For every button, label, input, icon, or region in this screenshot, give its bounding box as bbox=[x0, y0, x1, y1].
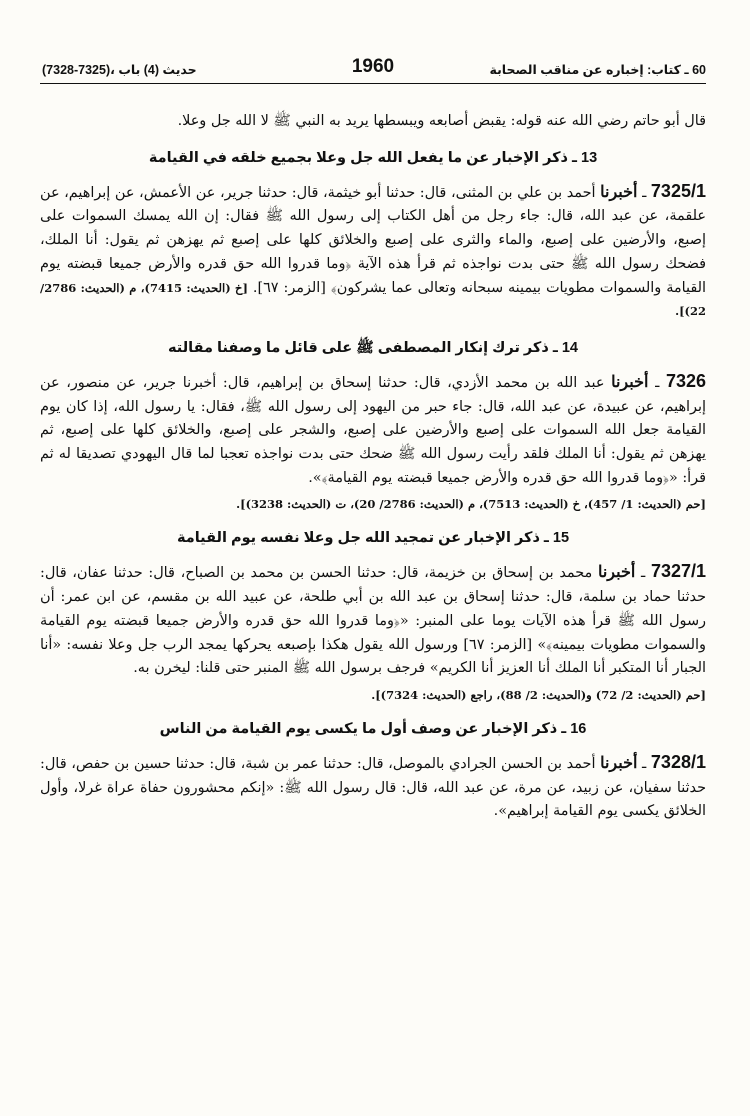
hadith-number: 7326 bbox=[665, 370, 707, 391]
section-16 bbox=[40, 719, 706, 824]
section-heading: 16 ـ ذكر الإخبار عن وصف أول ما يكسى يوم القيامة من الناس bbox=[159, 720, 587, 737]
hadith-text: 7326 ـ أخبرنا عبد الله بن محمد الأزدي، قال: حدثنا إسحاق بن إبراهيم، قال: أخبرنا جرير، عن منصور، عن إبراهيم، عن عبيدة، عن عبد الله، قال: جاء حبر من اليهود إلى رسول الله ﷺ، فقال: يا رسول الله، إذا كان يوم القيامة جعل الله السموات على إصبع والأرضين على إصبع، والشجر على إصبع، والخلائق كلها على إصبع، ثم يهزهن ثم يقول: أنا الملك فلقد رأيت رسول الله ﷺ ضحك حتى بدت نواجذه تعجبا لما قال اليهودي تصديقا له ثم قرأ: «﴿وما قدروا الله حق قدره والأرض جميعا قبضته يوم القيامة﴾». bbox=[40, 370, 707, 486]
hadith-text: 7328/1 ـ أخبرنا أحمد بن الحسن الجرادي بالموصل، قال: حدثنا عمر بن شبة، قال: حدثنا حسين بن حفص، قال: حدثنا سفيان، عن زبيد، عن مرة، عن عبد الله، قال: قال رسول الله ﷺ: «إنكم محشورون حفاة عراة غرلا، وأول الخلائق يكسى يوم القيامة إبراهيم». bbox=[40, 751, 706, 820]
hadith-body: أحمد بن الحسن الجرادي بالموصل، قال: حدثنا عمر بن شبة، قال: حدثنا حسين بن حفص، قال: حدثنا سفيان، عن زبيد، عن مرة، عن عبد الله، قال: قال رسول الله ﷺ: «إنكم محشورون حفاة عراة غرلا، وأول الخلائق يكسى يوم القيامة إبراهيم». bbox=[40, 755, 706, 820]
header-book-title: 60 ـ كتاب: إخباره عن مناقب الصحابة bbox=[489, 63, 706, 77]
hadith-reference: [حم (الحديث: 2/ 72) و(الحديث: 2/ 88)، راجع (الحديث: 7324)]. bbox=[371, 687, 706, 702]
intro-paragraph: قال أبو حاتم رضي الله عنه قوله: يقبض أصابعه ويبسطها يريد به النبي ﷺ لا الله جل وعلا. bbox=[177, 113, 706, 129]
section-heading: 14 ـ ذكر ترك إنكار المصطفى ﷺ على قائل ما وصفنا مقالته bbox=[168, 339, 578, 356]
akhbarana-word: أخبرنا bbox=[611, 371, 649, 391]
header-rule bbox=[40, 83, 706, 84]
section-heading: 15 ـ ذكر الإخبار عن تمجيد الله جل وعلا نفسه يوم القيامة bbox=[176, 530, 570, 547]
akhbarana-word: أخبرنا bbox=[600, 752, 638, 772]
hadith-reference: [خ (الحديث: 7415)، م (الحديث: 2786/ 22)]. bbox=[40, 280, 706, 319]
page-header bbox=[40, 52, 706, 82]
section-heading: 13 ـ ذكر الإخبار عن ما يفعل الله جل وعلا بجميع خلقه في القيامة bbox=[148, 149, 598, 166]
hadith-body: عبد الله بن محمد الأزدي، قال: حدثنا إسحاق بن إبراهيم، قال: أخبرنا جرير، عن منصور، عن إبراهيم، عن عبيدة، عن عبد الله، قال: جاء حبر من اليهود إلى رسول الله ﷺ، فقال: يا رسول الله، إذا كان يوم القيامة جعل الله السموات على إصبع والأرضين على إصبع، والشجر على إصبع، والخلائق كلها على إصبع، ثم يهزهن ثم يقول: أنا الملك فلقد رأيت رسول الله ﷺ ضحك حتى بدت نواجذه تعجبا لما قال اليهودي تصديقا له ثم قرأ: «﴿وما قدروا الله حق قدره والأرض جميعا قبضته يوم القيامة﴾». bbox=[40, 374, 706, 486]
hadith-text: 7327/1 ـ أخبرنا محمد بن إسحاق بن خزيمة، قال: حدثنا الحسن بن محمد بن الصباح، قال: حدثنا عفان، قال: حدثنا حماد بن سلمة، قال: حدثنا إسحاق بن عبد الله بن أبي طلحة، عن عبيد الله بن مقسم، عن ابن عمر: أن رسول الله ﷺ قرأ هذه الآيات يوما على المنبر: «﴿وما قدروا الله حق قدره والأرض جميعا قبضته يوم القيامة والسموات مطويات بيمينه﴾» [الزمر: ٦٧] ورسول الله يقول هكذا بإصبعه يحركها يمجد الرب جل وعلا نفسه: «أنا الجبار أنا المتكبر أنا الملك أنا العزيز أنا الكريم» فرجف برسول الله ﷺ المنبر حتى قلنا: ليخرن به. bbox=[40, 561, 706, 677]
header-hadith-range: (7328-7325)، حديث (4) باب bbox=[42, 63, 197, 77]
hadith-number: 7328/1 bbox=[650, 751, 706, 772]
section-15 bbox=[40, 528, 706, 705]
section-13 bbox=[40, 148, 706, 324]
hadith-number: 7327/1 bbox=[650, 561, 706, 582]
hadith-text: 7325/1 ـ أخبرنا أحمد بن علي بن المثنى، قال: حدثنا أبو خيثمة، قال: حدثنا جرير، عن الأعمش، عن إبراهيم، عن علقمة، عن عبد الله، قال: جاء رجل من أهل الكتاب إلى رسول الله ﷺ فقال: إن الله يمسك السموات على إصبع، والأرضين على إصبع، والماء والثرى على إصبع والخلائق كلها على إصبع ثم يهزهن ثم يقول: أنا الملك، فضحك رسول الله ﷺ حتى بدت نواجذه ثم قرأ هذه الآية ﴿وما قدروا الله حق قدره والأرض جميعا قبضته يوم القيامة والسموات مطويات بيمينه سبحانه وتعالى عما يشركون﴾ [الزمر: ٦٧]. [خ (الحديث: 7415)، م (الحديث: 2786/ 22)]. bbox=[40, 180, 707, 319]
hadith-body: محمد بن إسحاق بن خزيمة، قال: حدثنا الحسن بن محمد بن الصباح، قال: حدثنا عفان، قال: حدثنا حماد بن سلمة، قال: حدثنا إسحاق بن عبد الله بن أبي طلحة، عن عبيد الله بن مقسم، عن ابن عمر: أن رسول الله ﷺ قرأ هذه الآيات يوما على المنبر: «﴿وما قدروا الله حق قدره والأرض جميعا قبضته يوم القيامة والسموات مطويات بيمينه﴾» [الزمر: ٦٧] ورسول الله يقول هكذا بإصبعه يحركها يمجد الرب جل وعلا نفسه: «أنا الجبار أنا المتكبر أنا الملك أنا العزيز أنا الكريم» فرجف برسول الله ﷺ المنبر حتى قلنا: ليخرن به. bbox=[40, 565, 706, 677]
page-number: 1960 bbox=[351, 56, 395, 77]
hadith-number: 7325/1 bbox=[650, 180, 706, 201]
hadith-reference: [حم (الحديث: 1/ 457)، خ (الحديث: 7513)، م (الحديث: 2786/ 20)، ت (الحديث: 3238)]. bbox=[236, 497, 706, 512]
akhbarana-word: أخبرنا bbox=[597, 562, 636, 582]
page-body bbox=[40, 110, 706, 838]
hadith-body: أحمد بن علي بن المثنى، قال: حدثنا أبو خيثمة، قال: حدثنا جرير، عن الأعمش، عن إبراهيم، عن علقمة، عن عبد الله، قال: جاء رجل من أهل الكتاب إلى رسول الله ﷺ فقال: إن الله يمسك السموات على إصبع، والأرضين على إصبع، والماء والثرى على إصبع والخلائق كلها على إصبع ثم يهزهن ثم يقول: أنا الملك، فضحك رسول الله ﷺ حتى بدت نواجذه ثم قرأ هذه الآية ﴿وما قدروا الله حق قدره والأرض جميعا قبضته يوم القيامة والسموات مطويات بيمينه سبحانه وتعالى عما يشركون﴾ [الزمر: ٦٧]. bbox=[40, 184, 707, 296]
akhbarana-word: أخبرنا bbox=[600, 181, 638, 201]
section-14 bbox=[40, 338, 706, 515]
